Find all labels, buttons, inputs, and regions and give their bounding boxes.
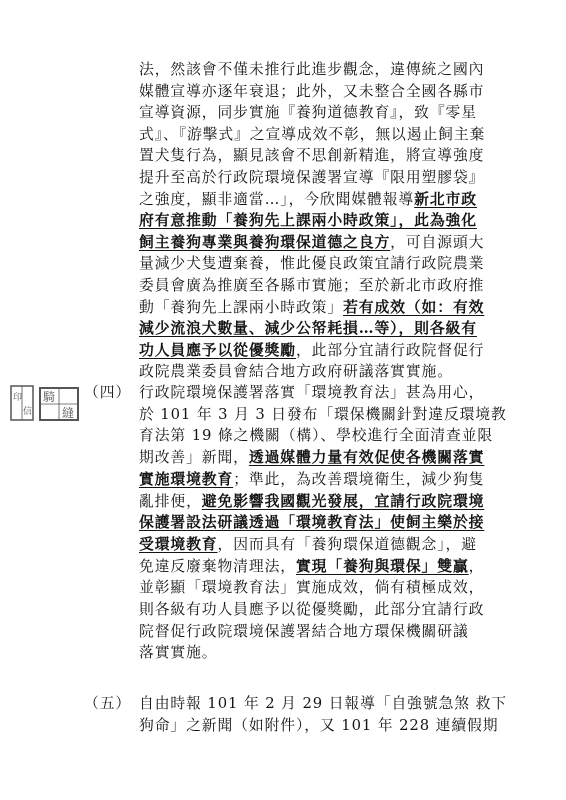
emphasized-text: 若有成效（如：有效 xyxy=(343,298,485,316)
text-line xyxy=(139,361,453,383)
text-run: ，此部分宜請行政院督促行 xyxy=(295,341,485,359)
text-run: 媒體宣導亦逐年衰退；此外，又未整合全國各縣市 xyxy=(139,82,485,100)
text-run: 法，然該會不僅未推行此進步觀念，違傳統之國內 xyxy=(139,61,485,78)
text-run: 自由時報 101 年 2 月 29 日報導「自強號急煞 救下 xyxy=(139,695,507,712)
emphasized-text: 受環境教育 xyxy=(139,535,218,553)
text-line xyxy=(139,253,484,275)
emphasized-text: 飼主養狗專業與養狗環保道德之良方 xyxy=(139,233,391,251)
text-line xyxy=(139,715,498,737)
text-run: 狗命」之新聞（如附件），又 101 年 228 連續假期 xyxy=(139,716,499,734)
text-line xyxy=(139,102,477,124)
emphasized-text: 府有意推動「養狗先上課兩小時政策」，此為強化 xyxy=(139,212,477,230)
text-run: 宣導資源，同步實施『養狗道德教育』，致『零星 xyxy=(139,104,477,122)
emphasized-text: 避免影響我國觀光發展，宜請行政院環境 xyxy=(201,492,485,510)
emphasized-text: 實現「養狗與環保」雙贏 xyxy=(295,557,469,575)
text-line xyxy=(139,577,484,599)
text-line xyxy=(139,59,484,81)
text-run: ， xyxy=(468,557,485,575)
emphasized-text: 保護署設法研議透過「環境教育法」使飼主樂於接 xyxy=(139,514,485,532)
text-run: 提升至高於行政院環境保護署宣導『限用塑膠袋』 xyxy=(139,169,485,186)
emphasized-text: 減少流浪犬數量、減少公帑耗損…等），則各級有 xyxy=(139,320,477,338)
text-line xyxy=(139,469,484,491)
text-line xyxy=(139,189,477,211)
text-line xyxy=(139,599,484,621)
text-run: 期改善」新聞， xyxy=(139,449,249,467)
text-line xyxy=(139,232,484,254)
text-run: 動「養狗先上課兩小時政策」 xyxy=(139,298,344,316)
text-run: 式』、『游擊式』之宣導成效不彰，無以遏止飼主棄 xyxy=(139,125,486,143)
text-line xyxy=(139,491,484,513)
emphasized-text: 功人員應予以從優獎勵 xyxy=(139,341,296,359)
text-line xyxy=(139,621,469,643)
text-run: 免違反廢棄物清理法， xyxy=(139,557,296,575)
text-line xyxy=(139,210,477,232)
emphasized-text: 實施環境教育 xyxy=(139,470,234,488)
text-run: 行政院環境保護署落實「環境教育法」甚為用心， xyxy=(139,384,485,401)
text-run: 則各級有功人員應予以從優獎勵，此部分宜請行政 xyxy=(139,601,485,618)
text-run: ，可自源頭大 xyxy=(390,233,485,251)
text-run: 於 101 年 3 月 3 日發布「環保機關針對違反環境教 xyxy=(139,405,507,423)
seal-text-1: 印 xyxy=(13,393,23,403)
text-run: 落實實施。 xyxy=(139,644,218,662)
text-run: 政院農業委員會結合地方政府研議落實實施。 xyxy=(139,363,453,381)
text-run: 亂排便， xyxy=(139,492,202,510)
text-run: 委員會廣為推廣至各縣市實施；至於新北市政府推 xyxy=(139,277,485,294)
text-line xyxy=(139,318,477,340)
text-run: ，因而具有「養狗環保道德觀念」，避 xyxy=(217,535,477,553)
text-run: ；準此，為改善環境衛生，減少狗隻 xyxy=(233,470,485,488)
text-line xyxy=(139,642,218,664)
text-line xyxy=(139,447,484,469)
text-line xyxy=(139,512,484,534)
seal-text-4: 縫 xyxy=(62,406,75,420)
text-line xyxy=(139,275,484,297)
text-run: 之強度，顯非適當…」，今欣聞媒體報導 xyxy=(139,190,415,208)
text-run: 並彰顯「環境教育法」實施成效，倘有積極成效， xyxy=(139,579,485,597)
section-5-marker: （五） xyxy=(84,695,132,712)
text-line xyxy=(139,404,507,426)
text-line xyxy=(139,145,484,167)
text-run: 院督促行政院環境保護署結合地方環保機關研議 xyxy=(139,622,469,640)
text-line xyxy=(139,382,484,404)
text-line xyxy=(139,534,477,556)
seal-text-2: 信 xyxy=(23,407,33,417)
text-line xyxy=(139,693,507,715)
seal-text-3: 騎 xyxy=(43,390,56,404)
text-line xyxy=(139,340,484,362)
text-run: 置犬隻行為，顯見該會不思創新精進，將宣導強度 xyxy=(139,147,485,165)
emphasized-text: 新北市政 xyxy=(414,190,477,208)
text-line xyxy=(139,297,484,319)
perforation-seal-stamp xyxy=(10,384,80,424)
text-line xyxy=(139,81,484,103)
text-run: 量減少犬隻遭棄養，惟此優良政策宜請行政院農業 xyxy=(139,255,485,273)
emphasized-text: 透過媒體力量有效促使各機關落實 xyxy=(248,449,485,467)
section-4-marker: （四） xyxy=(84,384,132,401)
text-line xyxy=(139,167,484,189)
text-line xyxy=(139,124,485,146)
text-line xyxy=(139,556,484,578)
text-line xyxy=(139,425,493,447)
text-run: 育法第 19 條之機關（構）、學校進行全面清查並限 xyxy=(139,427,494,445)
